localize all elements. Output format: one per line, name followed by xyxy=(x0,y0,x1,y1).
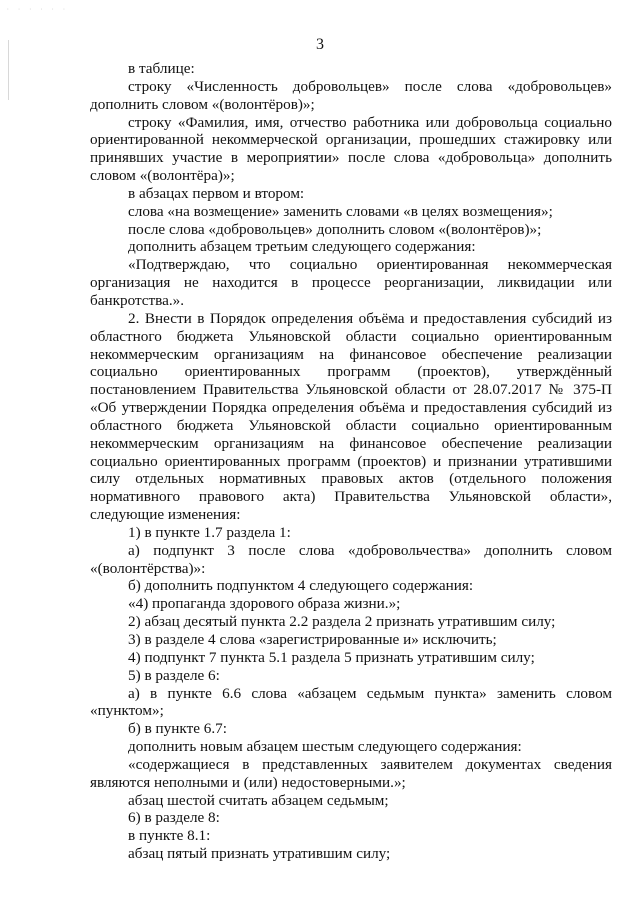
paragraph: абзац шестой считать абзацем седьмым; xyxy=(128,791,389,809)
paragraph: а) подпункт 3 после слова «добровольчества» дополнить словом «(волонтёрства)»: xyxy=(90,541,612,577)
scan-artifact: · · · · · · xyxy=(6,6,68,13)
page-number: 3 xyxy=(316,36,324,53)
paragraph: 2) абзац десятый пункта 2.2 раздела 2 признать утратившим силу; xyxy=(128,613,556,631)
paragraph: «4) пропаганда здорового образа жизни.»; xyxy=(128,595,401,613)
paragraph: 4) подпункт 7 пункта 5.1 раздела 5 признать утратившим силу; xyxy=(128,648,535,666)
paragraph: «содержащиеся в представленных заявителем документах сведения являются неполными и (или) недостоверными.»; xyxy=(90,755,612,791)
paragraph: дополнить новым абзацем шестым следующего содержания: xyxy=(128,738,522,756)
paragraph: б) дополнить подпунктом 4 следующего содержания: xyxy=(128,577,474,595)
paragraph: строку «Численность добровольцев» после слова «добровольцев» дополнить словом «(волонтёров)»; xyxy=(90,77,612,113)
paragraph: дополнить абзацем третьим следующего содержания: xyxy=(128,238,476,256)
paragraph: строку «Фамилия, имя, отчество работника или добровольца социально ориентированной некоммерческой организации, прошедших стажировку или принявших участие в мероприятии» после слова «добровольца» дополнить словом «(волонтёра)»; xyxy=(90,113,612,185)
paragraph: 1) в пункте 1.7 раздела 1: xyxy=(128,523,291,541)
paragraph: 3) в разделе 4 слова «зарегистрированные и» исключить; xyxy=(128,631,497,648)
paragraph: слова «на возмещение» заменить словами «в целях возмещения»; xyxy=(128,202,553,220)
paragraph: после слова «добровольцев» дополнить словом «(волонтёров)»; xyxy=(128,220,542,238)
paragraph: «Подтверждаю, что социально ориентированная некоммерческая организация не находится в процессе реорганизации, ликвидации или банкротства.». xyxy=(90,256,612,309)
paragraph: а) в пункте 6.6 слова «абзацем седьмым пункта» заменить словом «пунктом»; xyxy=(90,684,612,720)
paragraph: б) в пункте 6.7: xyxy=(128,720,227,738)
paragraph: 5) в разделе 6: xyxy=(128,666,220,684)
paragraph: в пункте 8.1: xyxy=(128,827,211,845)
paragraph: 2. Внести в Порядок определения объёма и предоставления субсидий из областного бюджета Ульяновской области социально ориентированным некоммерческим организациям на финансовое обеспечение реализации социально ориентированных программ (проектов), утверждённый постановлением Правительства Ульяновской области от 28.07.2017 № 375-П «Об утверждении Порядка определения объёма и предоставления субсидий из областного бюджета Ульяновской области социально ориентированным некоммерческим организациям на финансовое обеспечение реализации социально ориентированных программ (проектов) и признании утратившими силу отдельных нормативных правовых актов (отдельного положения нормативного правового акта) Правительства Ульяновской области», следующие изменения: xyxy=(90,309,612,524)
document-body xyxy=(90,60,612,863)
paragraph: абзац пятый признать утратившим силу; xyxy=(128,845,391,863)
paragraph: в таблице: xyxy=(128,60,195,77)
paragraph: 6) в разделе 8: xyxy=(128,809,220,827)
paragraph: в абзацах первом и втором: xyxy=(128,184,305,202)
